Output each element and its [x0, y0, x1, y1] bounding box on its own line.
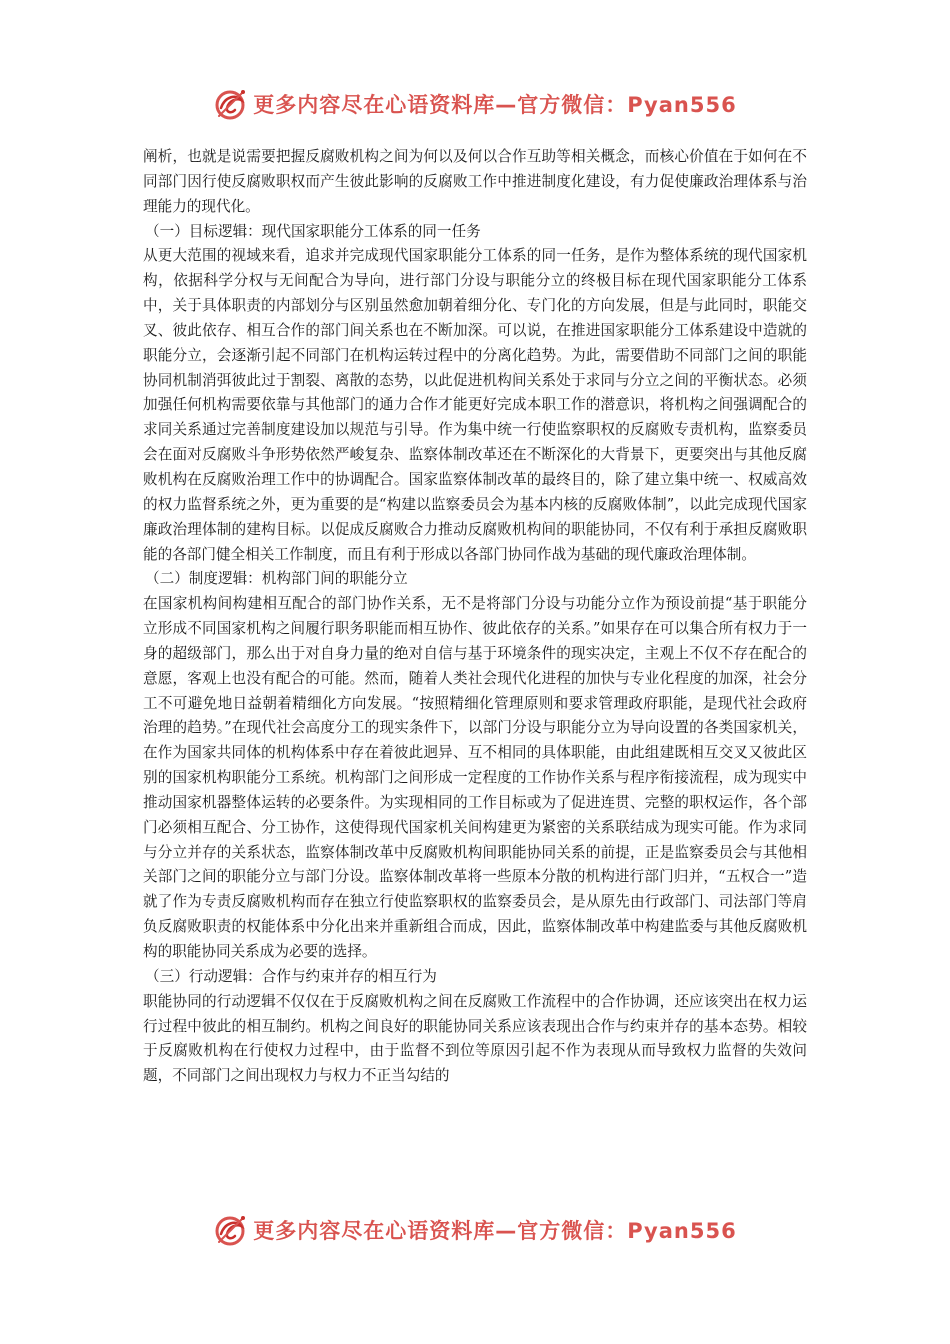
- paragraph: 阐析，也就是说需要把握反腐败机构之间为何以及何以合作互助等相关概念，而核心价值在于如何在不同部门因行使反腐败职权而产生彼此影响的反腐败工作中推进制度化建设，有力促使廉政治理体系与治理能力的现代化。: [143, 148, 807, 215]
- section-heading: （三）行动逻辑：合作与约束并存的相互行为: [145, 967, 437, 985]
- banner-text: 更多内容尽在心语资料库—官方微信：Pyan556: [253, 93, 737, 117]
- swirl-logo-icon: [213, 86, 249, 122]
- banner-text: 更多内容尽在心语资料库—官方微信：Pyan556: [253, 1219, 737, 1243]
- swirl-logo-icon: [213, 1212, 249, 1248]
- footer-banner: [0, 1208, 950, 1252]
- section-heading: （一）目标逻辑：现代国家职能分工体系的同一任务: [145, 222, 481, 240]
- paragraph: 职能协同的行动逻辑不仅仅在于反腐败机构之间在反腐败工作流程中的合作协调，还应该突出在权力运行过程中彼此的相互制约。机构之间良好的职能协同关系应该表现出合作与约束并存的基本态势。相较于反腐败机构在行使权力过程中，由于监督不到位等原因引起不作为表现从而导致权力监督的失效问题，不同部门之间出现权力与权力不正当勾结的: [143, 992, 807, 1085]
- paragraph: 从更大范围的视域来看，追求并完成现代国家职能分工体系的同一任务，是作为整体系统的现代国家机构，依据科学分权与无间配合为导向，进行部门分设与职能分立的终极目标在现代国家职能分工体系中，关于具体职责的内部划分与区别虽然愈加朝着细分化、专门化的方向发展，但是与此同时，职能交叉、彼此依存、相互合作的部门间关系也在不断加深。可以说，在推进国家职能分工体系建设中造就的职能分立，会逐渐引起不同部门在机构运转过程中的分离化趋势。为此，需要借助不同部门之间的职能协同机制消弭彼此过于割裂、离散的态势，以此促进机构间关系处于求同与分立之间的平衡状态。必须加强任何机构需要依靠与其他部门的通力合作才能更好完成本职工作的潜意识，将机构之间强调配合的求同关系通过完善制度建设加以规范与引导。作为集中统一行使监察职权的反腐败专责机构，监察委员会在面对反腐败斗争形势依然严峻复杂、监察体制改革还在不断深化的大背景下，更要突出与其他反腐败机构在反腐败治理工作中的协调配合。国家监察体制改革的最终目的，除了建立集中统一、权威高效的权力监督系统之外，更为重要的是“构建以监察委员会为基本内核的反腐败体制”，以此完成现代国家廉政治理体制的建构目标。以促成反腐败合力推动反腐败机构间的职能协同，不仅有利于承担反腐败职能的各部门健全相关工作制度，而且有利于形成以各部门协同作战为基础的现代廉政治理体制。: [143, 247, 807, 563]
- header-banner: [0, 82, 950, 126]
- section-heading: （二）制度逻辑：机构部门间的职能分立: [145, 570, 408, 588]
- paragraph: 在国家机构间构建相互配合的部门协作关系，无不是将部门分设与功能分立作为预设前提“基于职能分立形成不同国家机构之间履行职务职能而相互协作、彼此依存的关系。”如果存在可以集合所有权力于一身的超级部门，那么出于对自身力量的绝对自信与基于环境条件的现实决定，主观上不仅不存在配合的意愿，客观上也没有配合的可能。然而，随着人类社会现代化进程的加快与专业化程度的加深，社会分工不可避免地日益朝着精细化方向发展。“按照精细化管理原则和要求管理政府职能，是现代社会政府治理的趋势。”在现代社会高度分工的现实条件下，以部门分设与职能分立为导向设置的各类国家机关，在作为国家共同体的机构体系中存在着彼此迥异、互不相同的具体职能，由此组建既相互交叉又彼此区别的国家机构职能分工系统。机构部门之间形成一定程度的工作协作关系与程序衔接流程，成为现实中推动国家机器整体运转的必要条件。为实现相同的工作目标或为了促进连贯、完整的职权运作，各个部门必须相互配合、分工协作，这使得现代国家机关间构建更为紧密的关系联结成为现实可能。作为求同与分立并存的关系状态，监察体制改革中反腐败机构间职能协同关系的前提，正是监察委员会与其他相关部门之间的职能分立与部门分设。监察体制改革将一些原本分散的机构进行部门归并，“五权合一”造就了作为专责反腐败机构而存在独立行使监察职权的监察委员会，是从原先由行政部门、司法部门等肩负反腐败职责的权能体系中分化出来并重新组合而成，因此，监察体制改革中构建监委与其他反腐败机构的职能协同关系成为必要的选择。: [143, 595, 807, 960]
- document-body: [143, 145, 807, 1089]
